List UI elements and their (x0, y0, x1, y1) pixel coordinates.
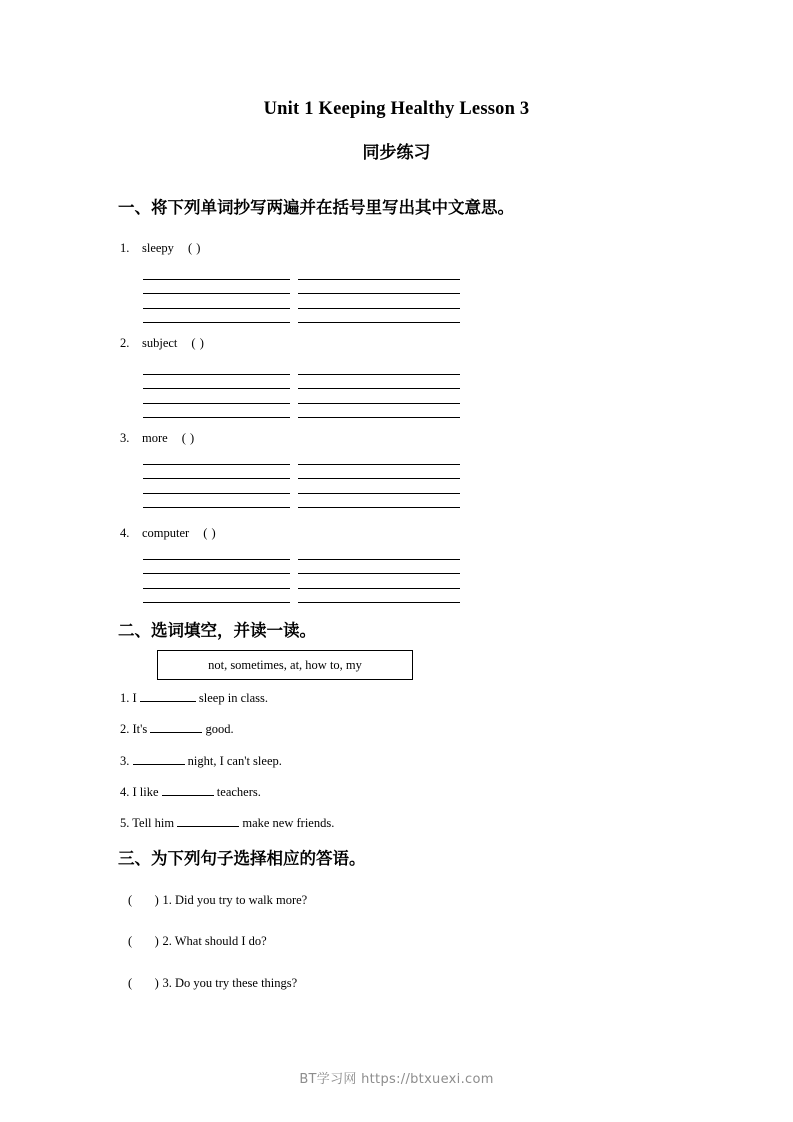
word-bank-box (157, 650, 413, 680)
word-number: 4. (120, 526, 130, 540)
match-question-text: 3. Do you try these things? (162, 976, 298, 990)
writing-column-right[interactable] (298, 279, 460, 323)
word-meaning-paren: ( ) (181, 431, 195, 445)
rule-line (143, 308, 290, 309)
answer-blank[interactable] (150, 721, 202, 733)
match-question-1 (128, 893, 307, 908)
writing-column-right[interactable] (298, 374, 460, 418)
word-meaning-paren: ( ) (203, 526, 217, 540)
word-item-3 (120, 431, 195, 446)
sentence-before: 2. It's (120, 722, 148, 736)
rule-line (143, 388, 290, 389)
match-question-text: 1. Did you try to walk more? (162, 893, 308, 907)
writing-column-right[interactable] (298, 559, 460, 603)
word-text: computer (142, 526, 190, 540)
rule-line (298, 279, 460, 280)
rule-line (143, 559, 290, 560)
fill-in-sentence-1 (120, 690, 268, 706)
sentence-before: 4. I like (120, 785, 159, 799)
answer-paren-close[interactable]: ) (154, 934, 160, 948)
word-text: more (142, 431, 168, 445)
rule-line (298, 322, 460, 323)
rule-line (298, 293, 460, 294)
match-question-2 (128, 934, 267, 949)
rule-line (143, 573, 290, 574)
rule-line (298, 374, 460, 375)
fill-in-sentence-4 (120, 784, 261, 800)
writing-column-left[interactable] (143, 279, 290, 323)
word-text: sleepy (142, 241, 174, 255)
rule-line (143, 588, 290, 589)
sentence-before: 3. (120, 754, 130, 768)
sentence-after: night, I can't sleep. (187, 754, 282, 768)
fill-in-sentence-2 (120, 721, 234, 737)
rule-line (143, 374, 290, 375)
match-question-3 (128, 976, 297, 991)
word-meaning-paren: ( ) (191, 336, 205, 350)
word-bank-text: not, sometimes, at, how to, my (208, 657, 362, 672)
rule-line (298, 559, 460, 560)
rule-line (298, 573, 460, 574)
rule-line (143, 293, 290, 294)
word-number: 1. (120, 241, 130, 255)
rule-line (143, 493, 290, 494)
section-heading-2: 二、选词填空，并读一读。 (118, 621, 316, 640)
rule-line (143, 478, 290, 479)
rule-line (298, 308, 460, 309)
sentence-after: make new friends. (242, 816, 335, 830)
answer-blank[interactable] (140, 690, 196, 702)
word-number: 3. (120, 431, 130, 445)
writing-column-left[interactable] (143, 464, 290, 508)
writing-column-left[interactable] (143, 374, 290, 418)
rule-line (143, 403, 290, 404)
rule-line (298, 464, 460, 465)
answer-blank[interactable] (133, 753, 185, 765)
rule-line (298, 478, 460, 479)
rule-line (143, 279, 290, 280)
word-number: 2. (120, 336, 130, 350)
sentence-before: 5. Tell him (120, 816, 175, 830)
rule-line (298, 403, 460, 404)
sentence-after: sleep in class. (198, 691, 269, 705)
rule-line (298, 507, 460, 508)
answer-paren-open[interactable]: ( (128, 893, 133, 907)
writing-column-right[interactable] (298, 464, 460, 508)
writing-column-left[interactable] (143, 559, 290, 603)
word-item-4 (120, 526, 216, 541)
footer-watermark: BT学习网 https://btxuexi.com (299, 1072, 494, 1087)
sentence-before: 1. I (120, 691, 137, 705)
section-heading-3: 三、为下列句子选择相应的答语。 (118, 849, 366, 868)
answer-blank[interactable] (162, 784, 214, 796)
rule-line (143, 417, 290, 418)
section-heading-1: 一、将下列单词抄写两遍并在括号里写出其中文意思。 (118, 198, 514, 217)
rule-line (143, 322, 290, 323)
match-question-text: 2. What should I do? (162, 934, 267, 948)
rule-line (298, 602, 460, 603)
word-meaning-paren: ( ) (187, 241, 201, 255)
word-text: subject (142, 336, 178, 350)
page-subtitle: 同步练习 (362, 143, 431, 163)
sentence-after: teachers. (216, 785, 261, 799)
answer-paren-close[interactable]: ) (154, 976, 160, 990)
rule-line (143, 602, 290, 603)
word-item-2 (120, 336, 204, 351)
answer-paren-close[interactable]: ) (154, 893, 160, 907)
word-item-1 (120, 241, 201, 256)
answer-paren-open[interactable]: ( (128, 934, 133, 948)
answer-blank[interactable] (177, 815, 239, 827)
page-title: Unit 1 Keeping Healthy Lesson 3 (263, 99, 530, 119)
fill-in-sentence-3 (120, 753, 282, 769)
rule-line (298, 588, 460, 589)
rule-line (143, 464, 290, 465)
rule-line (298, 388, 460, 389)
answer-paren-open[interactable]: ( (128, 976, 133, 990)
rule-line (143, 507, 290, 508)
rule-line (298, 493, 460, 494)
rule-line (298, 417, 460, 418)
sentence-after: good. (205, 722, 234, 736)
fill-in-sentence-5 (120, 815, 334, 831)
